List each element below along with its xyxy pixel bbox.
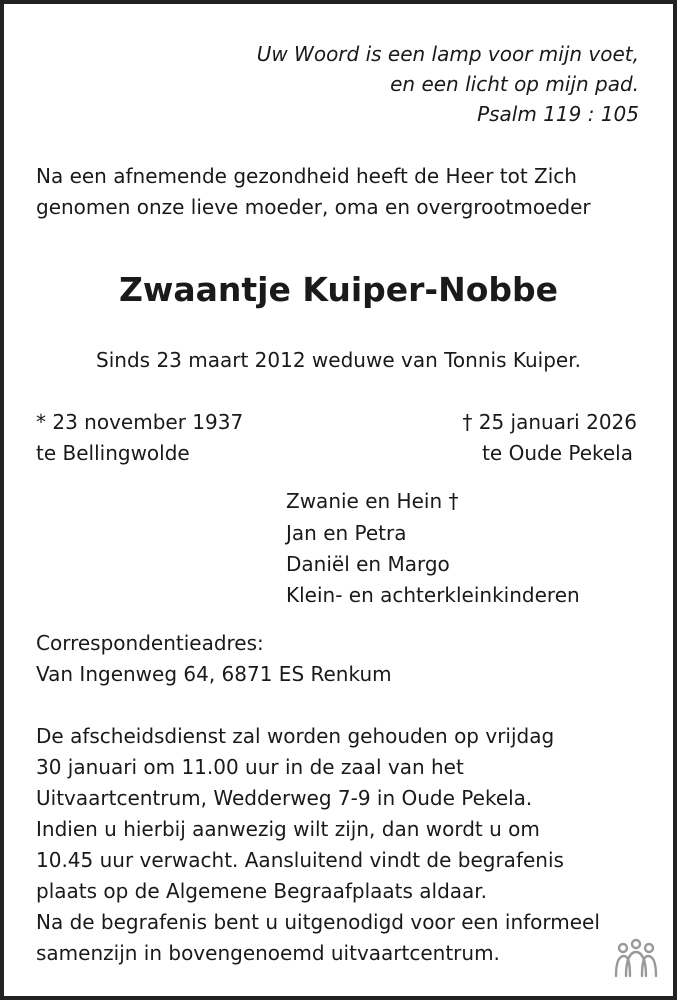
service-line: Uitvaartcentrum, Wedderweg 7-9 in Oude Pekela. (36, 786, 533, 810)
family-member: Jan en Petra (286, 521, 407, 545)
service-line: samenzijn in bovengenoemd uitvaartcentrum. (36, 941, 500, 965)
quote-line: en een licht op mijn pad. (390, 72, 639, 96)
family-people-icon (613, 938, 659, 978)
family-member: Klein- en achterkleinkinderen (286, 583, 580, 607)
birth-date: * 23 november 1937 (36, 410, 244, 434)
service-line: Indien u hierbij aanwezig wilt zijn, dan wordt u om (36, 817, 540, 841)
intro-line: genomen onze lieve moeder, oma en overgrootmoeder (36, 195, 591, 219)
quote-line: Uw Woord is een lamp voor mijn voet, (256, 42, 639, 66)
death-place: te Oude Pekela (482, 441, 633, 465)
intro-line: Na een afnemende gezondheid heeft de Heer tot Zich (36, 164, 577, 188)
family-member: Zwanie en Hein † (286, 489, 459, 513)
correspondence-label: Correspondentieadres: (36, 631, 264, 655)
service-line: Na de begrafenis bent u uitgenodigd voor een informeel (36, 910, 600, 934)
widow-line: Sinds 23 maart 2012 weduwe van Tonnis Kuiper. (96, 348, 581, 372)
deceased-name: Zwaantje Kuiper-Nobbe (118, 270, 559, 309)
birth-place: te Bellingwolde (36, 441, 190, 465)
service-line: De afscheidsdienst zal worden gehouden op vrijdag (36, 724, 555, 748)
correspondence-address: Van Ingenweg 64, 6871 ES Renkum (36, 662, 392, 686)
service-line: plaats op de Algemene Begraafplaats aldaar. (36, 879, 488, 903)
death-date: † 25 januari 2026 (462, 410, 637, 434)
family-member: Daniël en Margo (286, 552, 450, 576)
quote-reference: Psalm 119 : 105 (477, 102, 639, 126)
service-line: 10.45 uur verwacht. Aansluitend vindt de begrafenis (36, 848, 564, 872)
service-line: 30 januari om 11.00 uur in de zaal van het (36, 755, 464, 779)
